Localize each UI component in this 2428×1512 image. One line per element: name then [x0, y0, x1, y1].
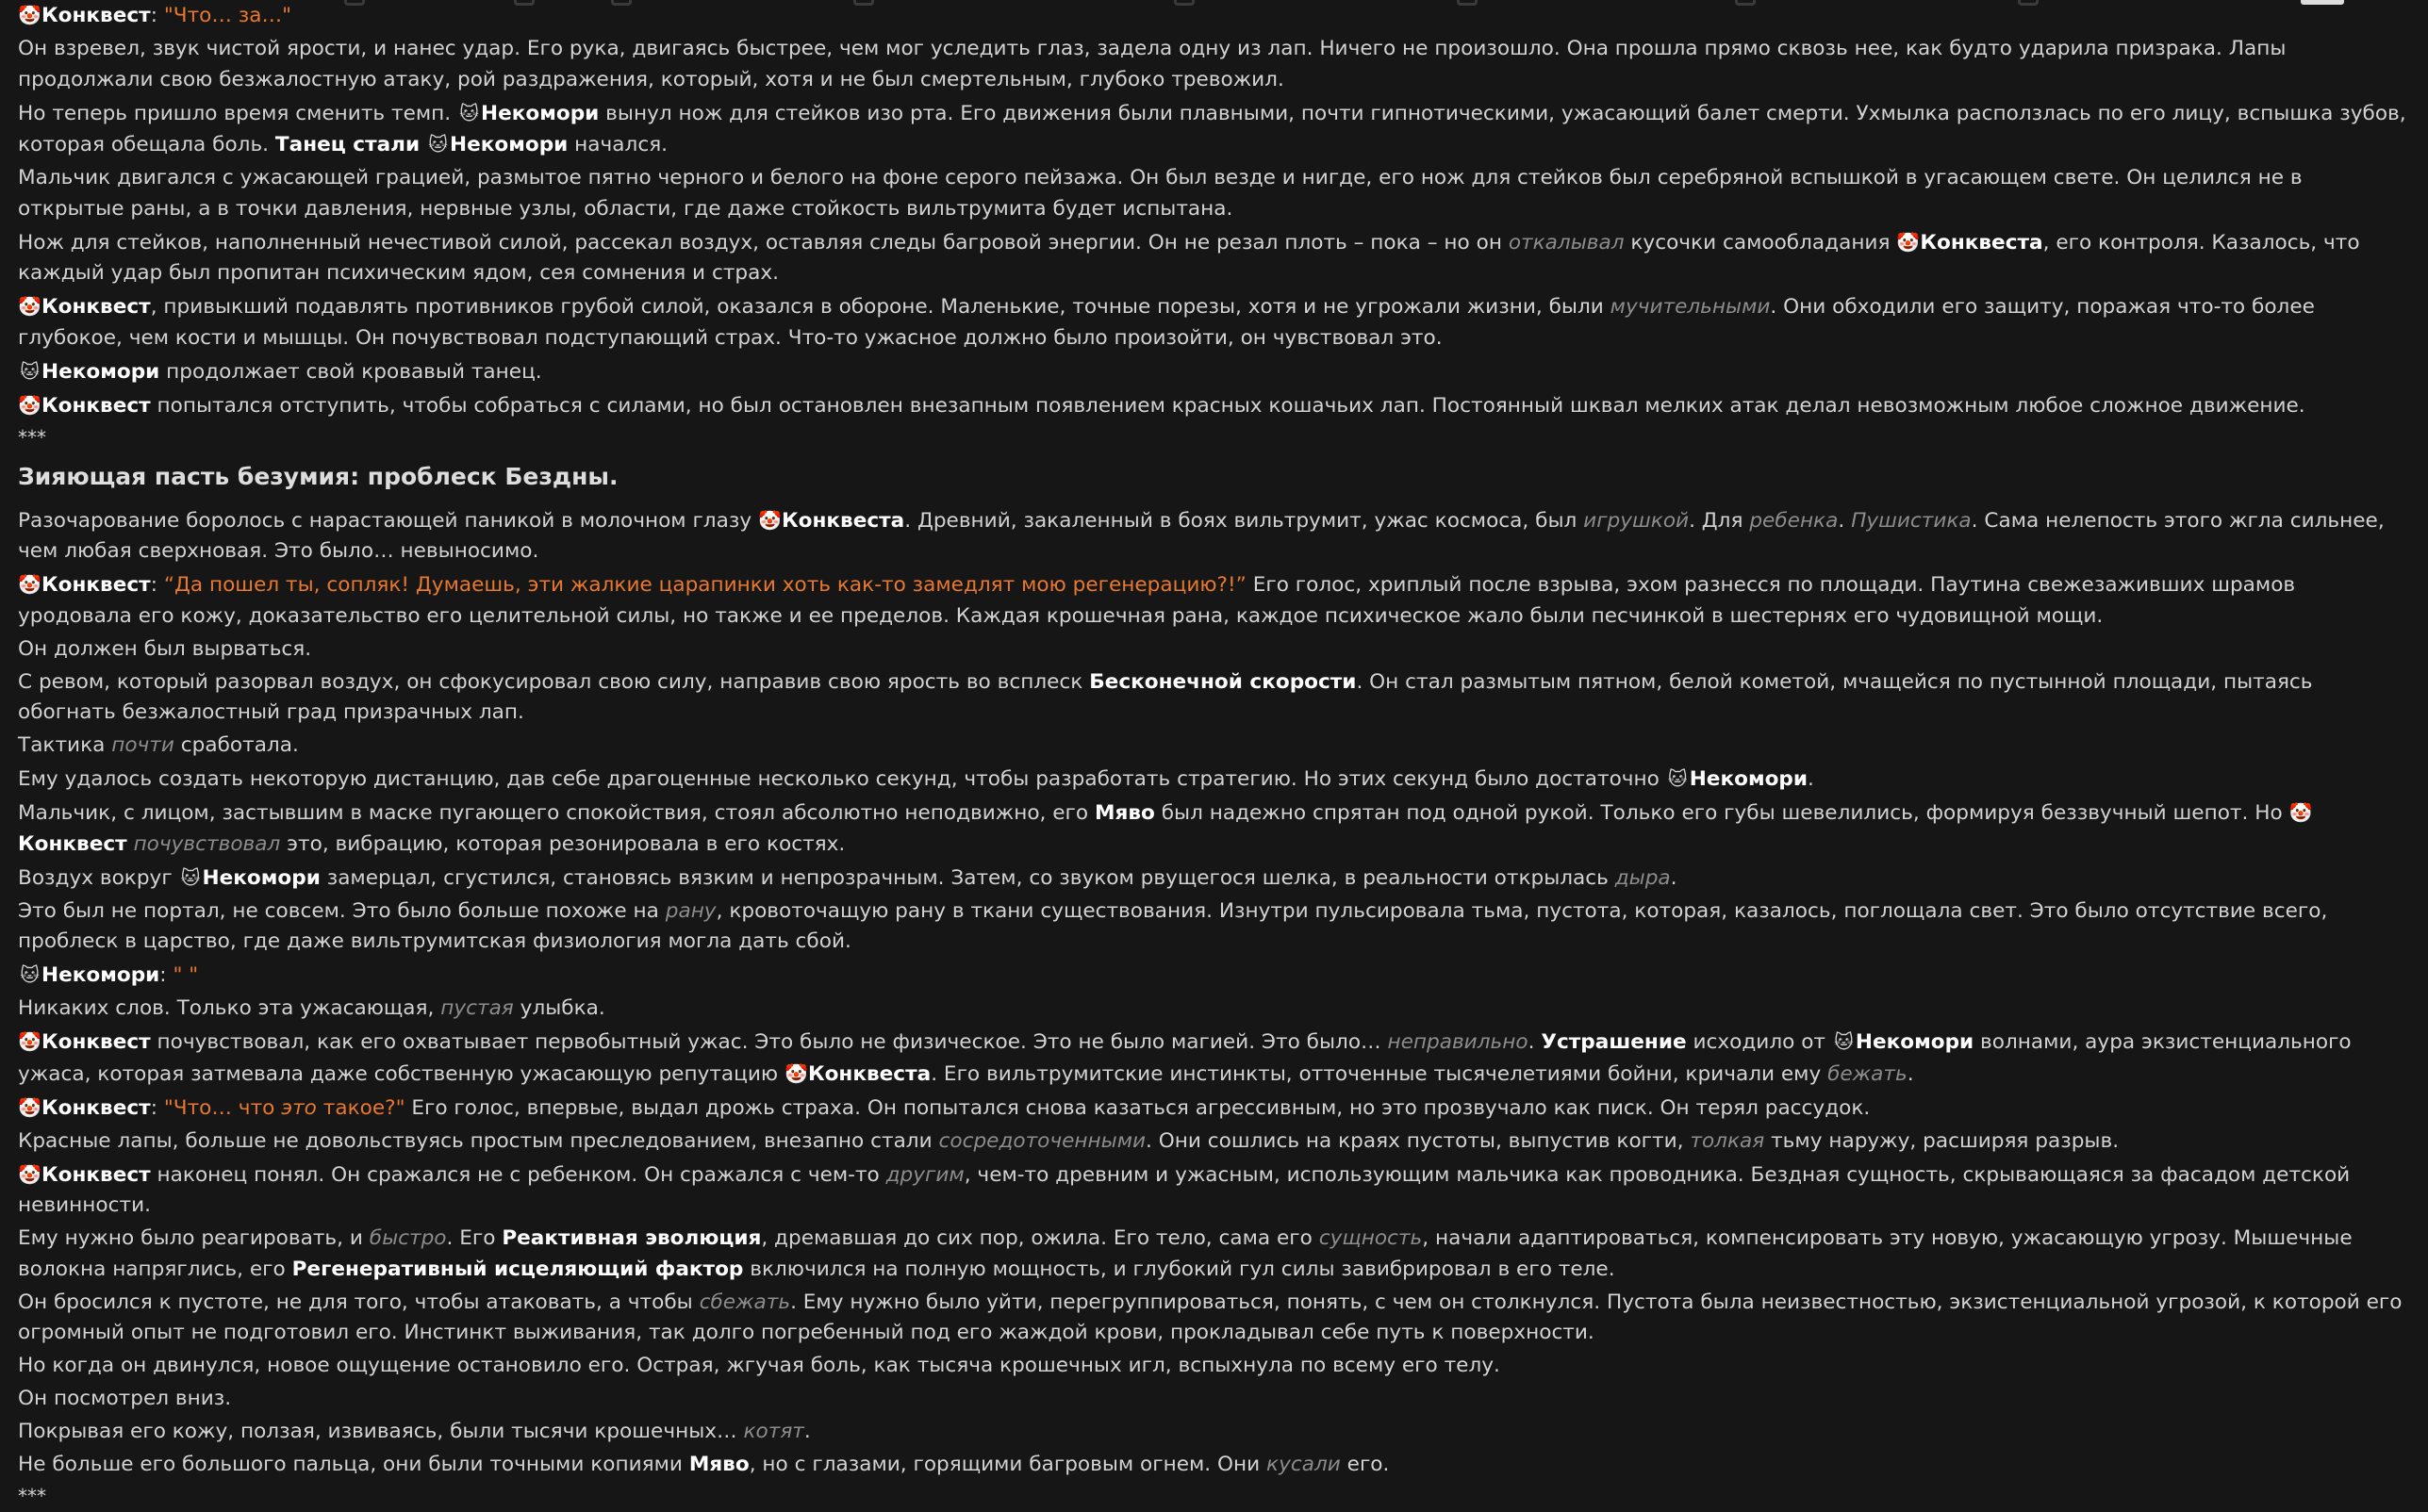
- text: .: [1838, 508, 1852, 533]
- text: попытался отступить, чтобы собраться с силами, но был остановлен внезапным появлением красных кошачьих лап. Постоянный шквал мелких атак делал невозможным любое сложное движение.: [150, 393, 2305, 418]
- italic-word: быстро: [369, 1226, 447, 1250]
- bold-term: Мяво: [1094, 801, 1155, 825]
- character-name: Некомори: [41, 963, 160, 987]
- text: С ревом, который разорвал воздух, он сфокусировал свою силу, направив свою ярость во всплеск: [18, 669, 1090, 694]
- italic-word: сущность: [1318, 1226, 1423, 1250]
- text: продолжает свой кровавый танец.: [159, 359, 542, 384]
- text: начался.: [568, 133, 669, 156]
- story-line: [18, 731, 2413, 762]
- text: Тактика: [18, 733, 112, 757]
- bold-term: Устрашение: [1541, 1030, 1687, 1054]
- bold-term: Реактивная эволюция: [502, 1226, 762, 1250]
- quote-italic: это: [281, 1095, 317, 1120]
- text: Красные лапы, больше не довольствуясь простым преследованием, внезапно стали: [18, 1128, 939, 1153]
- story-line: [18, 960, 2413, 992]
- cat-face-icon: [18, 960, 41, 991]
- italic-word: откалывал: [1508, 230, 1625, 255]
- text: Нож для стейков, наполненный нечестивой силой, рассекал воздух, оставляя следы багровой энергии. Он не резал плоть – пока – но он: [18, 230, 1509, 255]
- text: . Они обходили его защиту, поражая что-то более глубокое, чем кости и мышцы. Он почувствовал подступающий страх. Что-то ужасное должно было произойти, он чувствовал это.: [18, 295, 2315, 350]
- text: .: [1907, 1061, 1914, 1086]
- text: , но с глазами, горящими багровым огнем. Они: [749, 1453, 1267, 1476]
- text: . Ему нужно было уйти, перегруппироваться, понять, с чем он столкнулся. Пустота была неизвестностью, экзистенциальной угрозой, к которой его огромный опыт не подготовил его. Инстинкт выживания, так долго погребенный под его жаждой крови, прокладывал себе путь к поверхности.: [18, 1290, 2403, 1344]
- bold-term: Бесконечной скорости: [1089, 669, 1357, 694]
- clown-face-icon: [18, 1027, 41, 1058]
- cat-face-icon: [1666, 764, 1690, 795]
- cat-face-icon: [426, 129, 450, 160]
- text: :: [159, 963, 173, 987]
- bold-term: Танец стали: [274, 133, 421, 156]
- character-name: Некомори: [202, 865, 321, 890]
- text: Но теперь пришло время сменить темп.: [18, 101, 458, 125]
- clown-face-icon: [18, 1159, 41, 1191]
- story-line: [18, 1027, 2413, 1090]
- text: . Для: [1689, 508, 1750, 533]
- scene-separator: ***: [18, 425, 46, 449]
- text: Разочарование боролось с нарастающей паникой в молочном глазу: [18, 508, 758, 533]
- clown-face-icon: [758, 505, 782, 536]
- italic-word: Пушистика: [1851, 508, 1972, 533]
- text: Мальчик, с лицом, застывшим в маске пугающего спокойствия, стоял абсолютно неподвижно, его: [18, 801, 1095, 825]
- text: волнами, аура экзистенциального ужаса, которая затмевала даже собственную ужасающую репутацию: [18, 1030, 2352, 1086]
- text: Его голос, хриплый после взрыва, эхом разнесся по площади. Паутина свежезаживших шрамов уродовала его кожу, доказательство его целительной силы, но также и ее пределов. Каждая крошечная рана, каждое психическое жало были песчинкой в шестернях его чудовищной мощи.: [18, 573, 2296, 628]
- clown-face-icon: [18, 1093, 41, 1124]
- story-line: [18, 1450, 2413, 1481]
- text: Не больше его большого пальца, они были точными копиями: [18, 1453, 689, 1476]
- story-line: [18, 356, 2413, 388]
- quote-text: "Что… что: [163, 1095, 282, 1120]
- text: .: [803, 1420, 811, 1443]
- text: .: [1528, 1030, 1542, 1054]
- story-line: [18, 1159, 2413, 1222]
- text: кусочки самообладания: [1624, 230, 1897, 255]
- story-line: [18, 1224, 2413, 1285]
- italic-word: дыра: [1614, 865, 1671, 890]
- italic-word: кусали: [1266, 1453, 1341, 1476]
- text: это, вибрацию, которая резонировала в его костях.: [280, 831, 846, 856]
- text: [127, 832, 134, 856]
- story-line: [18, 227, 2413, 289]
- text: :: [150, 1095, 164, 1120]
- character-name: Конквест: [18, 831, 127, 856]
- character-name: Конквест: [41, 295, 151, 319]
- italic-word: почувствовал: [133, 831, 281, 856]
- clown-face-icon: [18, 0, 41, 31]
- text: был надежно спрятан под одной рукой. Только его губы шевелились, формируя беззвучный шепот. Но: [1154, 801, 2289, 825]
- text: . Он стал размытым пятном, белой кометой, мчащейся по пустынной площади, пытаясь обогнать безжалостный град призрачных лап.: [18, 669, 2313, 724]
- clown-face-icon: [2289, 797, 2313, 829]
- story-line: [18, 1288, 2413, 1349]
- story-line: [18, 569, 2413, 632]
- italic-word: сосредоточенными: [938, 1128, 1147, 1153]
- text: .: [1808, 767, 1814, 791]
- character-name: Некомори: [41, 359, 160, 384]
- italic-word: почти: [111, 733, 174, 757]
- quote: " ": [173, 963, 199, 987]
- character-name: Конквест: [41, 573, 151, 597]
- text: его.: [1340, 1453, 1390, 1476]
- text: Воздух вокруг: [18, 865, 179, 890]
- character-name: Некомори: [1689, 767, 1809, 791]
- story-line: Он взревел, звук чистой ярости, и нанес удар. Его рука, двигаясь быстрее, чем мог уследить глаз, задела одну из лап. Ничего не произошло. Она прошла прямо сквозь нее, как будто ударила призрака. Лапы продолжали свою безжалостную атаку, рой раздражения, который, хотя и не был смертельным, глубоко тревожил.: [18, 37, 2287, 91]
- story-line: Мальчик двигался с ужасающей грацией, размытое пятно черного и белого на фоне серого пейзажа. Он был везде и нигде, его нож для стейков был серебряной вспышкой в угасающем свете. Он целился не в открытые раны, а в точки давления, нервные узлы, области, где даже стойкость вильтрумита будет испытана.: [18, 166, 2303, 221]
- text: . Древний, закаленный в боях вильтрумит, ужас космоса, был: [904, 508, 1584, 533]
- italic-word: игрушкой: [1583, 508, 1690, 533]
- character-name: Конквест: [41, 1030, 151, 1054]
- character-name: Конквеста: [807, 1061, 932, 1086]
- quote: “Да пошел ты, сопляк! Думаешь, эти жалкие царапинки хоть как-то замедлят мою регенерацию?!”: [163, 573, 1247, 597]
- text: почувствовал, как его охватывает первобытный ужас. Это было не физическое. Это не было магией. Это было…: [150, 1030, 1388, 1054]
- section-heading: Зияющая пасть безумия: проблеск Бездны.: [18, 462, 619, 490]
- clown-face-icon: [18, 390, 41, 421]
- text: Никаких слов. Только эта ужасающая,: [18, 996, 441, 1020]
- story-line: [18, 291, 2413, 353]
- text: тьму наружу, расширяя разрыв.: [1764, 1128, 2120, 1153]
- text: Ему нужно было реагировать, и: [18, 1226, 370, 1250]
- story-line: [18, 667, 2413, 729]
- text: . Его: [446, 1226, 503, 1250]
- italic-word: рану: [665, 898, 717, 923]
- character-name: Конквеста: [1920, 230, 2043, 255]
- story-line: [18, 505, 2413, 567]
- story-line: [18, 0, 2413, 32]
- story-line: [18, 1126, 2413, 1158]
- text: Он бросился к пустоте, не для того, чтобы атаковать, а чтобы: [18, 1290, 700, 1314]
- quote: [164, 1096, 405, 1120]
- story-line: [18, 390, 2413, 422]
- text: замерцал, сгустился, становясь вязким и непрозрачным. Затем, со звуком рвущегося шелка, в реальности открылась: [320, 865, 1615, 890]
- text: , начали адаптироваться, компенсировать эту новую, ужасающую угрозу. Мышечные волокна напряглись, его: [18, 1226, 2353, 1281]
- text: сработала.: [173, 733, 299, 757]
- text: наконец понял. Он сражался не с ребенком. Он сражался с чем-то: [150, 1162, 886, 1187]
- italic-word: пустая: [440, 996, 514, 1020]
- story-line: [18, 1093, 2413, 1125]
- scene-separator: ***: [18, 1485, 46, 1507]
- story-line: Но когда он двинулся, новое ощущение остановило его. Острая, жгучая боль, как тысяча крошечных игл, вспыхнула по всему его телу.: [18, 1354, 1500, 1377]
- text: [420, 133, 426, 156]
- story-line: [18, 863, 2413, 895]
- clown-face-icon: [18, 291, 41, 322]
- text: улыбка.: [513, 996, 605, 1020]
- text: Его голос, впервые, выдал дрожь страха. Он попытался снова казаться агрессивным, но это прозвучало как писк. Он терял рассудок.: [405, 1095, 1871, 1120]
- text: . Сама нелепость этого жгла сильнее, чем любая сверхновая. Это было… невыносимо.: [18, 508, 2385, 563]
- cat-face-icon: [1832, 1027, 1856, 1058]
- text: Это был не портал, не совсем. Это было больше похоже на: [18, 898, 666, 923]
- text: :: [150, 573, 164, 597]
- text: , дремавшая до сих пор, ожила. Его тело, сама его: [761, 1226, 1319, 1250]
- italic-word: бежать: [1827, 1061, 1908, 1086]
- clown-face-icon: [785, 1059, 808, 1090]
- character-name: Конквест: [41, 4, 151, 27]
- bold-term: Мяво: [688, 1453, 750, 1476]
- story-line: [18, 896, 2413, 958]
- character-name: Некомори: [450, 133, 569, 156]
- text: , чем-то древним и ужасным, использующим мальчика как проводника. Бездная сущность, скрывающаяся за фасадом детской невинности.: [18, 1162, 2351, 1217]
- cat-face-icon: [179, 863, 203, 894]
- character-name: Некомори: [1855, 1030, 1974, 1054]
- clown-face-icon: [1896, 227, 1920, 258]
- bold-term: Регенеративный исцеляющий фактор: [291, 1257, 744, 1281]
- italic-word: неправильно: [1387, 1030, 1528, 1054]
- text: , привыкший подавлять противников грубой силой, оказался в обороне. Маленькие, точные порезы, хотя и не угрожали жизни, были: [150, 295, 1610, 319]
- character-name: Конквест: [41, 1095, 151, 1120]
- character-name: Конквест: [41, 393, 151, 418]
- quote: "Что… за…": [163, 4, 292, 27]
- italic-word: сбежать: [699, 1290, 791, 1314]
- story-line: Он должен был вырваться.: [18, 636, 312, 661]
- italic-word: котят: [743, 1420, 804, 1443]
- story-line: [18, 994, 2413, 1025]
- story-line: [18, 764, 2413, 796]
- text: , его контроля. Казалось, что каждый удар был пропитан психическим ядом, сея сомнения и страх.: [18, 230, 2360, 285]
- story-line: Он посмотрел вниз.: [18, 1387, 232, 1410]
- text: , кровоточащую рану в ткани существования. Изнутри пульсировала тьма, пустота, которая, казалось, поглощала свет. Это было отсутствие всего, проблеск в царство, где даже вильтрумитская физиология могла дать сбой.: [18, 898, 2328, 953]
- clown-face-icon: [18, 569, 41, 600]
- cat-face-icon: [457, 98, 481, 129]
- text: Покрывая его кожу, ползая, извиваясь, были тысячи крошечных…: [18, 1420, 744, 1443]
- text: исходило от: [1686, 1030, 1832, 1054]
- story-line: [18, 1417, 2413, 1448]
- italic-word: ребенка: [1749, 508, 1839, 533]
- character-name: Конквест: [41, 1162, 151, 1187]
- text: включился на полную мощность, и глубокий гул силы завибрировал в его теле.: [743, 1257, 1615, 1281]
- story-line: [18, 797, 2413, 860]
- story-line: [18, 98, 2413, 161]
- text: .: [1670, 865, 1677, 890]
- text: :: [150, 4, 164, 27]
- italic-word: другим: [885, 1162, 965, 1187]
- quote-text: такое?": [316, 1095, 405, 1120]
- italic-word: толкая: [1690, 1128, 1765, 1153]
- text: . Его вильтрумитские инстинкты, отточенные тысячелетиями бойни, кричали ему: [931, 1061, 1828, 1086]
- text: Ему удалось создать некоторую дистанцию, дав себе драгоценные несколько секунд, чтобы разработать стратегию. Но этих секунд было достаточно: [18, 767, 1666, 791]
- character-name: Конквеста: [781, 508, 905, 533]
- character-name: Некомори: [481, 101, 600, 125]
- italic-word: мучительными: [1610, 295, 1771, 319]
- story-message: [18, 0, 2413, 1512]
- text: . Они сошлись на краях пустоты, выпустив когти,: [1146, 1128, 1691, 1153]
- text: вынул нож для стейков изо рта. Его движения были плавными, почти гипнотическими, ужасающий балет смерти. Ухмылка расползлась по его лицу, вспышка зубов, которая обещала боль.: [18, 101, 2406, 156]
- cat-face-icon: [18, 356, 41, 387]
